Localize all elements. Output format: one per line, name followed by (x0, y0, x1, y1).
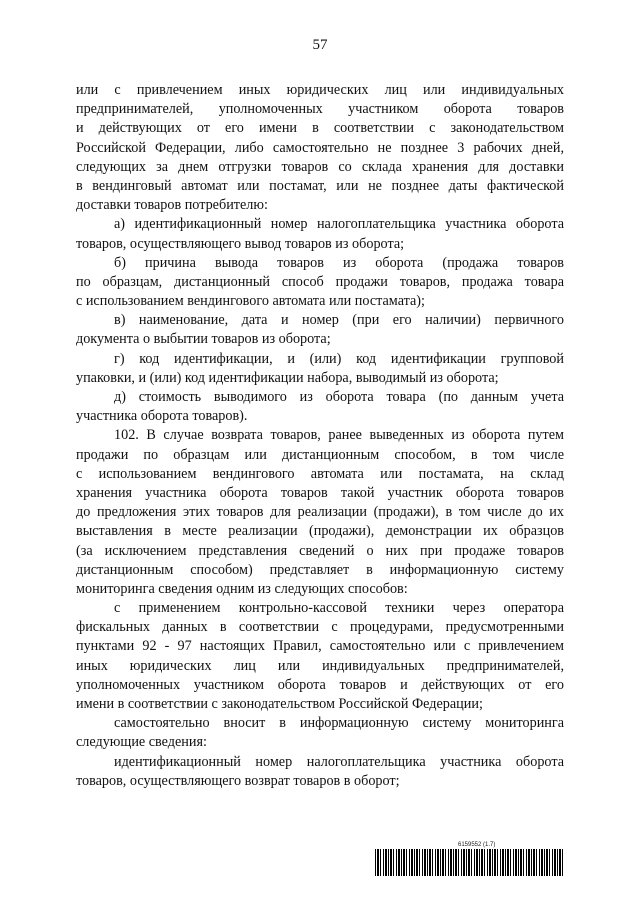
text-line: с использованием вендингового автомата или постамата, на склад (76, 465, 564, 482)
text-line: б) причина вывода товаров из оборота (продажа товаров (114, 254, 564, 271)
text-line: следующие сведения: (76, 734, 207, 751)
text-line: с использованием вендингового автомата или постамата); (76, 293, 425, 310)
text-line: документа о выбытии товаров из оборота; (76, 331, 331, 348)
text-line: иных юридических лиц или индивидуальных предпринимателей, (76, 657, 564, 674)
text-line: хранения участника оборота товаров такой участник оборота товаров (76, 484, 564, 501)
text-line: Российской Федерации, либо самостоятельно не позднее 3 рабочих дней, (76, 139, 564, 156)
text-line: следующих за днем отгрузки товаров со склада хранения для доставки (76, 158, 564, 175)
text-line: в) наименование, дата и номер (при его наличии) первичного (114, 312, 564, 329)
text-line: а) идентификационный номер налогоплательщика участника оборота (114, 216, 564, 233)
text-line: упаковки, и (или) код идентификации набора, выводимый из оборота; (76, 369, 499, 386)
text-line: товаров, осуществляющего возврат товаров в оборот; (76, 772, 400, 789)
text-line: доставки товаров потребителю: (76, 197, 268, 214)
text-line: имени в соответствии с законодательством Российской Федерации; (76, 696, 483, 712)
text-line: (за исключением представления сведений о них при продаже товаров (76, 542, 564, 559)
text-line: уполномоченных участником оборота товаров и действующих от его (76, 676, 564, 693)
text-line: 102. В случае возврата товаров, ранее выведенных из оборота путем (114, 427, 564, 444)
text-line: участника оборота товаров). (76, 408, 248, 425)
text-line: в вендинговый автомат или постамат, или не позднее даты фактической (76, 177, 564, 194)
text-line: до предложения этих товаров для реализации (продажи), в том числе до их (76, 504, 564, 521)
document-body (76, 81, 564, 791)
text-line: выставления в месте реализации (продажи), демонстрации их образцов (76, 523, 564, 540)
text-line: товаров, осуществляющего вывод товаров из оборота; (76, 235, 405, 252)
text-line: предпринимателей, уполномоченных участником оборота товаров (76, 101, 564, 118)
text-line: продажи по образцам или дистанционным способом, в том числе (76, 446, 564, 463)
text-line: фискальных данных в соответствии с процедурами, предусмотренными (76, 619, 564, 636)
text-line: мониторинга сведения одним из следующих способов: (76, 580, 408, 597)
text-line: идентификационный номер налогоплательщика участника оборота (114, 753, 564, 770)
text-line: дистанционным способом) представляет в информационную систему (76, 561, 564, 578)
text-line: д) стоимость выводимого из оборота товара (по данным учета (114, 389, 564, 405)
text-line: по образцам, дистанционный способ продажи товаров, продажа товара (76, 273, 564, 290)
text-line: с применением контрольно-кассовой техники через оператора (114, 600, 564, 617)
text-line: пунктами 92 - 97 настоящих Правил, самостоятельно или с привлечением (76, 638, 564, 655)
text-line: и действующих от его имени в соответствии с законодательством (76, 120, 564, 137)
barcode-icon (375, 849, 565, 876)
text-line: г) код идентификации, и (или) код идентификации групповой (114, 350, 564, 367)
page-number: 57 (312, 37, 328, 53)
document-code: 6159552 (1.7) (458, 842, 496, 848)
text-line: или с привлечением иных юридических лиц или индивидуальных (76, 82, 564, 98)
text-line: самостоятельно вносит в информационную систему мониторинга (114, 715, 564, 732)
